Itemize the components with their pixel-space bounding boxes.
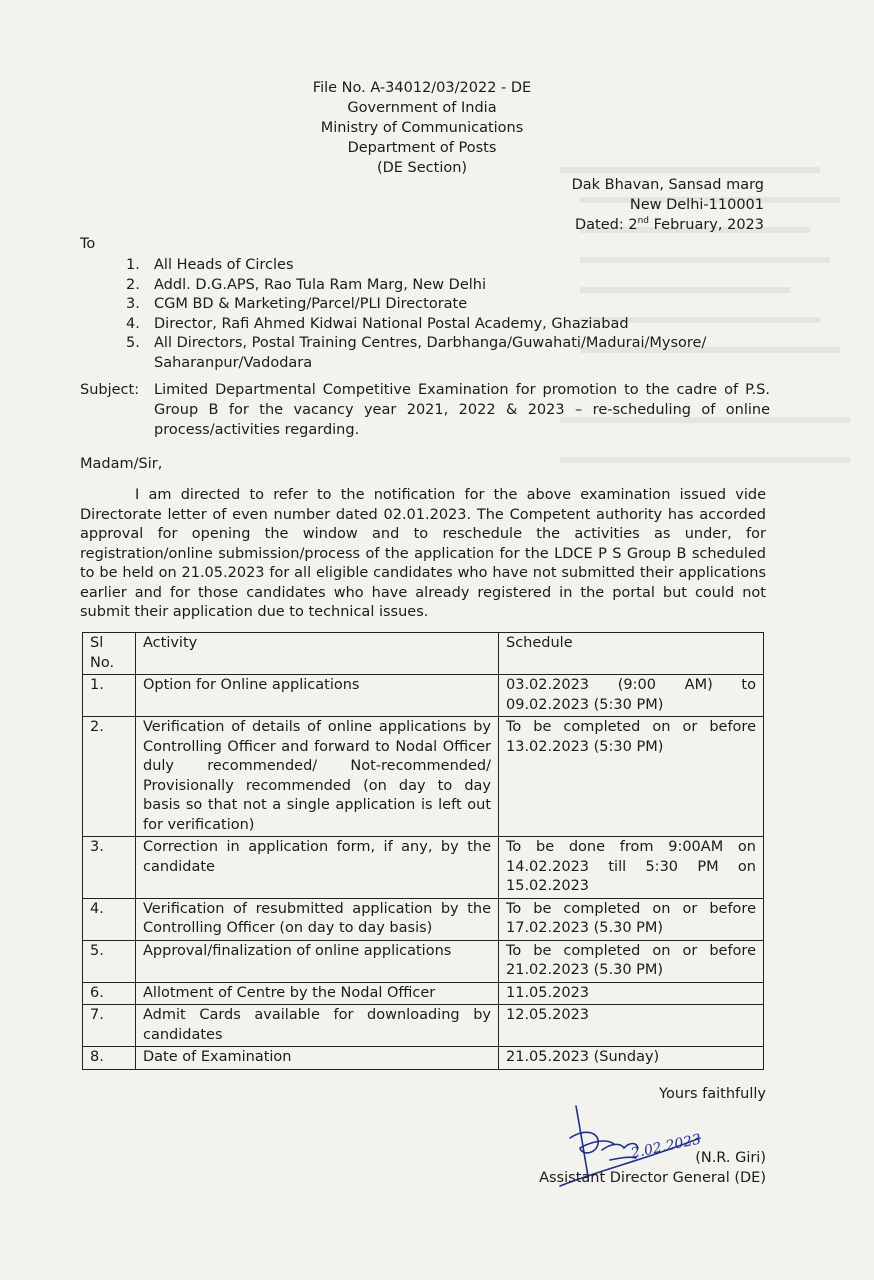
salutation: Madam/Sir,	[80, 456, 163, 472]
letter-header	[272, 78, 572, 178]
row-sl: 1.	[83, 675, 136, 717]
list-item: 3. CGM BD & Marketing/Parcel/PLI Directorate	[126, 296, 468, 312]
header-sl-no: Sl No.	[83, 633, 136, 675]
svg-text:2.02.2023: 2.02.2023	[629, 1131, 703, 1162]
row-sl: 5.	[83, 940, 136, 982]
row-activity: Date of Examination	[136, 1047, 499, 1070]
row-schedule: To be done from 9:00AM on 14.02.2023 till 5:30 PM on 15.02.2023	[499, 837, 764, 899]
row-sl: 6.	[83, 982, 136, 1005]
recipient-list	[126, 256, 776, 373]
subject-label: Subject:	[80, 382, 140, 398]
schedule-table	[82, 632, 764, 1070]
row-schedule: To be completed on or before 17.02.2023 (5.30 PM)	[499, 898, 764, 940]
address-line-2: New Delhi-110001	[629, 197, 764, 213]
subject-text: Limited Departmental Competitive Examination for promotion to the cadre of P.S. Group B for the vacancy year 2021, 2022 & 2023 – re-scheduling of online process/activities regarding.	[154, 382, 770, 438]
row-sl: 2.	[83, 717, 136, 837]
closing-yours-faithfully: Yours faithfully	[659, 1086, 766, 1102]
row-activity: Allotment of Centre by the Nodal Officer	[136, 982, 499, 1005]
list-item: 5. All Directors, Postal Training Centres, Darbhanga/Guwahati/Madurai/Mysore/ Saharanpur/Vadodara	[126, 335, 707, 371]
row-sl: 7.	[83, 1005, 136, 1047]
header-activity: Activity	[136, 633, 499, 675]
table-row	[83, 1047, 764, 1070]
letter-date: Dated: 2nd February, 2023	[575, 216, 764, 233]
table-row	[83, 940, 764, 982]
row-sl: 4.	[83, 898, 136, 940]
section-line: (DE Section)	[376, 160, 468, 176]
row-schedule: To be completed on or before 21.02.2023 (5.30 PM)	[499, 940, 764, 982]
table-row	[83, 837, 764, 899]
row-activity: Approval/finalization of online applications	[136, 940, 499, 982]
list-item: 1. All Heads of Circles	[126, 257, 294, 273]
signatory-designation: Assistant Director General (DE)	[539, 1170, 766, 1186]
sender-address	[572, 175, 764, 235]
table-row	[83, 1005, 764, 1047]
signatory-name: (N.R. Giri)	[695, 1150, 766, 1166]
row-activity: Admit Cards available for downloading by candidates	[136, 1005, 499, 1047]
list-item: 4. Director, Rafi Ahmed Kidwai National Postal Academy, Ghaziabad	[126, 315, 629, 332]
row-schedule: To be completed on or before 13.02.2023 (5:30 PM)	[499, 717, 764, 837]
address-line-1: Dak Bhavan, Sansad marg	[571, 177, 764, 193]
subject-line	[80, 380, 770, 440]
row-activity: Correction in application form, if any, by the candidate	[136, 837, 499, 899]
list-item: 2. Addl. D.G.APS, Rao Tula Ram Marg, New Delhi	[126, 276, 486, 293]
row-schedule: 21.05.2023 (Sunday)	[499, 1047, 764, 1070]
header-schedule: Schedule	[499, 633, 764, 675]
row-sl: 3.	[83, 837, 136, 899]
table-row	[83, 675, 764, 717]
to-label: To	[80, 236, 96, 252]
row-activity: Option for Online applications	[136, 675, 499, 717]
row-sl: 8.	[83, 1047, 136, 1070]
row-schedule: 03.02.2023 (9:00 AM) to 09.02.2023 (5:30 PM)	[499, 675, 764, 717]
ministry-line: Ministry of Communications	[320, 120, 524, 136]
row-schedule: 12.05.2023	[499, 1005, 764, 1047]
body-paragraph: I am directed to refer to the notification for the above examination issued vide Directorate letter of even number dated 02.01.2023. The Competent authority has accorded approval for opening the window and to reschedule the activities as under, for registration/online submission/process of the application for the LDCE P S Group B scheduled to be held on 21.05.2023 for all eligible candidates who have not submitted their applications earlier and for those candidates who have already registered in the portal but could not submit their application due to technical issues.	[80, 487, 766, 620]
table-row	[83, 898, 764, 940]
row-schedule: 11.05.2023	[499, 982, 764, 1005]
department-line: Department of Posts	[347, 140, 497, 156]
table-row	[83, 717, 764, 837]
table-header-row	[83, 633, 764, 675]
government-line: Government of India	[347, 100, 497, 116]
row-activity: Verification of resubmitted application by the Controlling Officer (on day to day basis)	[136, 898, 499, 940]
row-activity: Verification of details of online applications by Controlling Officer and forward to Nodal Officer duly recommended/ Not-recommended/ Provisionally recommended (on day to day basis so that not a single application is left out for verification)	[136, 717, 499, 837]
table-row	[83, 982, 764, 1005]
file-number: File No. A-34012/03/2022 - DE	[312, 80, 532, 96]
